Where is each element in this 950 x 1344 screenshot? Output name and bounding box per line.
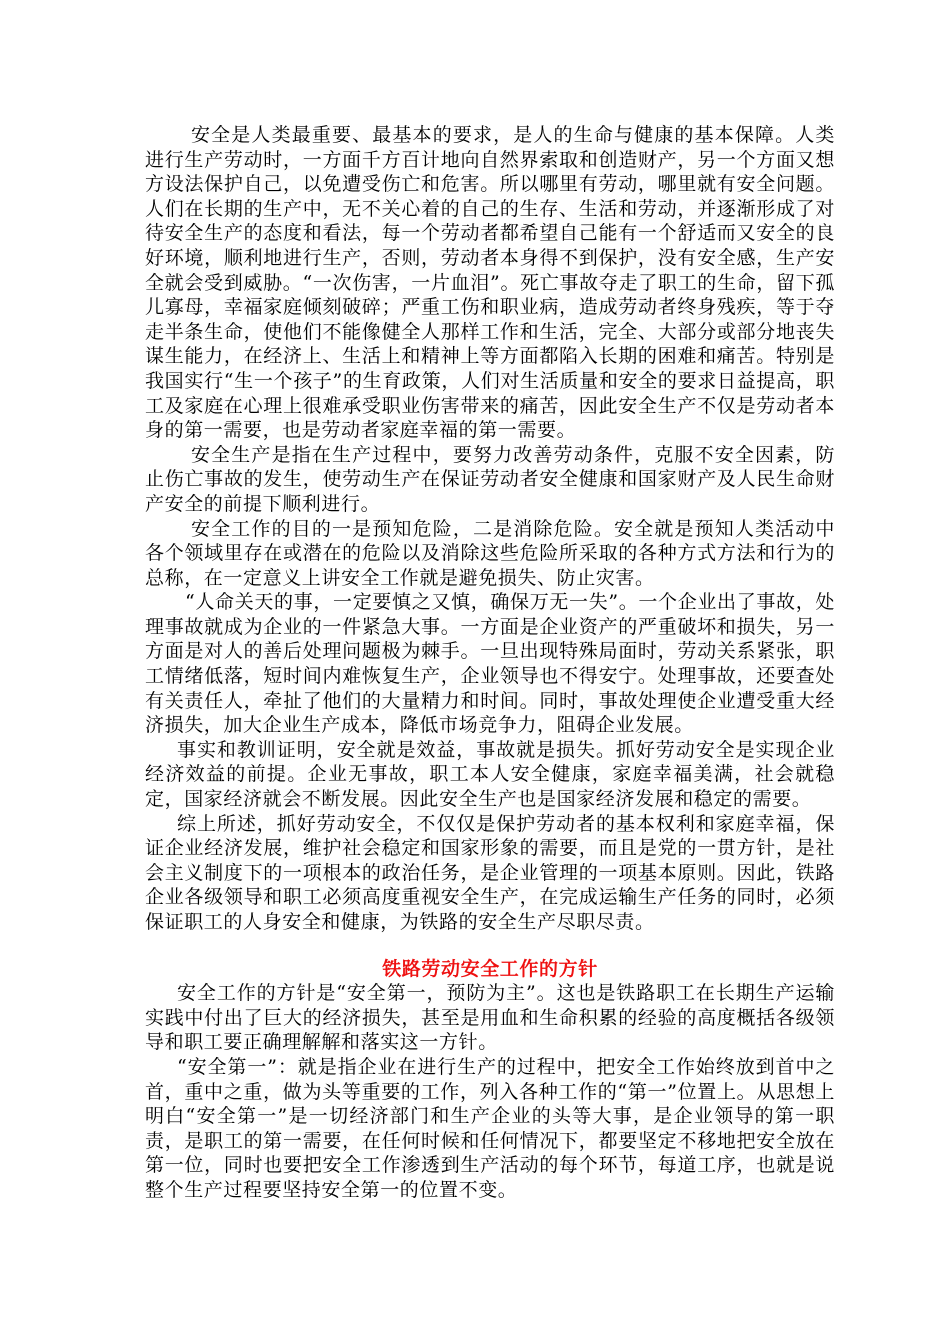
paragraph-policy: 安全工作的方针是“安全第一，预防为主”。这也是铁路职工在长期生产运输实践中付出了巨大的经济损失，甚至是用血和生命积累的经验的高度概括各级领导和职工要正确理解解和落实这一方针。 xyxy=(145,982,835,1054)
paragraph-summary: 综上所述，抓好劳动安全，不仅仅是保护劳动者的基本权利和家庭幸福，保证企业经济发展，维护社会稳定和国家形象的需要，而且是党的一贯方针，是社会主义制度下的一项根本的政治任务，是企业管理的一项基本原则。因此，铁路企业各级领导和职工必须高度重视安全生产，在完成运输生产任务的同时，必须保证职工的人身安全和健康，为铁路的安全生产尽职尽责。 xyxy=(145,812,835,933)
document-page xyxy=(145,123,835,1203)
paragraph-safety-basics: 安全是人类最重要、最基本的要求，是人的生命与健康的基本保障。人类进行生产劳动时，一方面千方百计地向自然界索取和创造财产，另一个方面又想方设法保护自己，以免遭受伤亡和危害。所以哪里有劳动，哪里就有安全问题。人们在长期的生产中，无不关心着的自己的生存、生活和劳动，并逐渐形成了对待安全生产的态度和看法，每一个劳动者都希望自己能有一个舒适而又安全的良好环境，顺利地进行生产，否则，劳动者本身得不到保护，没有安全感，生产安全就会受到威胁。“一次伤害，一片血泪”。死亡事故夺走了职工的生命，留下孤儿寡母，幸福家庭倾刻破碎；严重工伤和职业病，造成劳动者终身残疾，等于夺走半条生命，使他们不能像健全人那样工作和生活，完全、大部分或部分地丧失谋生能力，在经济上、生活上和精神上等方面都陷入长期的困难和痛苦。特别是我国实行“生一个孩子”的生育政策，人们对生活质量和安全的要求日益提高，职工及家庭在心理上很难承受职业伤害带来的痛苦，因此安全生产不仅是劳动者本身的第一需要，也是劳动者家庭幸福的第一需要。 xyxy=(145,124,835,442)
section-spacer xyxy=(145,935,835,957)
paragraph-safety-production: 安全生产是指在生产过程中，要努力改善劳动条件，克服不安全因素，防止伤亡事故的发生，使劳动生产在保证劳动者安全健康和国家财产及人民生命财产安全的前提下顺利进行。 xyxy=(145,443,835,515)
paragraph-accident-handling: “人命关天的事，一定要慎之又慎，确保万无一失”。一个企业出了事故，处理事故就成为企业的一件紧急大事。一方面是企业资产的严重破坏和损失，另一方面是对人的善后处理问题极为棘手。一旦出现特殊局面时，劳动关系紧张，职工情绪低落，短时间内难恢复生产，企业领导也不得安宁。处理事故，还要查处有关责任人，牵扯了他们的大量精力和时间。同时，事故处理使企业遭受重大经济损失，加大企业生产成本，降低市场竞争力，阻碍企业发展。 xyxy=(145,591,835,737)
paragraph-safety-benefit: 事实和教训证明，安全就是效益，事故就是损失。抓好劳动安全是实现企业经济效益的前提。企业无事故，职工本人安全健康，家庭幸福美满，社会就稳定，国家经济就会不断发展。因此安全生产也是国家经济发展和稳定的需要。 xyxy=(145,738,835,811)
paragraph-safety-purpose: 安全工作的目的一是预知危险，二是消除危险。安全就是预知人类活动中各个领域里存在或潜在的危险以及消除这些危险所采取的各种方式方法和行为的总称，在一定意义上讲安全工作就是避免损失、防止灾害。 xyxy=(145,517,835,589)
section-heading: 铁路劳动安全工作的方针 xyxy=(382,957,598,980)
paragraph-safety-first: “安全第一”：就是指企业在进行生产的过程中，把安全工作始终放到首中之首，重中之重，做为头等重要的工作，列入各种工作的“第一”位置上。从思想上明白“安全第一”是一切经济部门和生产企业的头等大事，是企业领导的第一职责，是职工的第一需要，在任何时候和任何情况下，都要坚定不移地把安全放在第一位，同时也要把安全工作渗透到生产活动的每个环节，每道工序，也就是说整个生产过程要坚持安全第一的位置不变。 xyxy=(145,1055,835,1201)
